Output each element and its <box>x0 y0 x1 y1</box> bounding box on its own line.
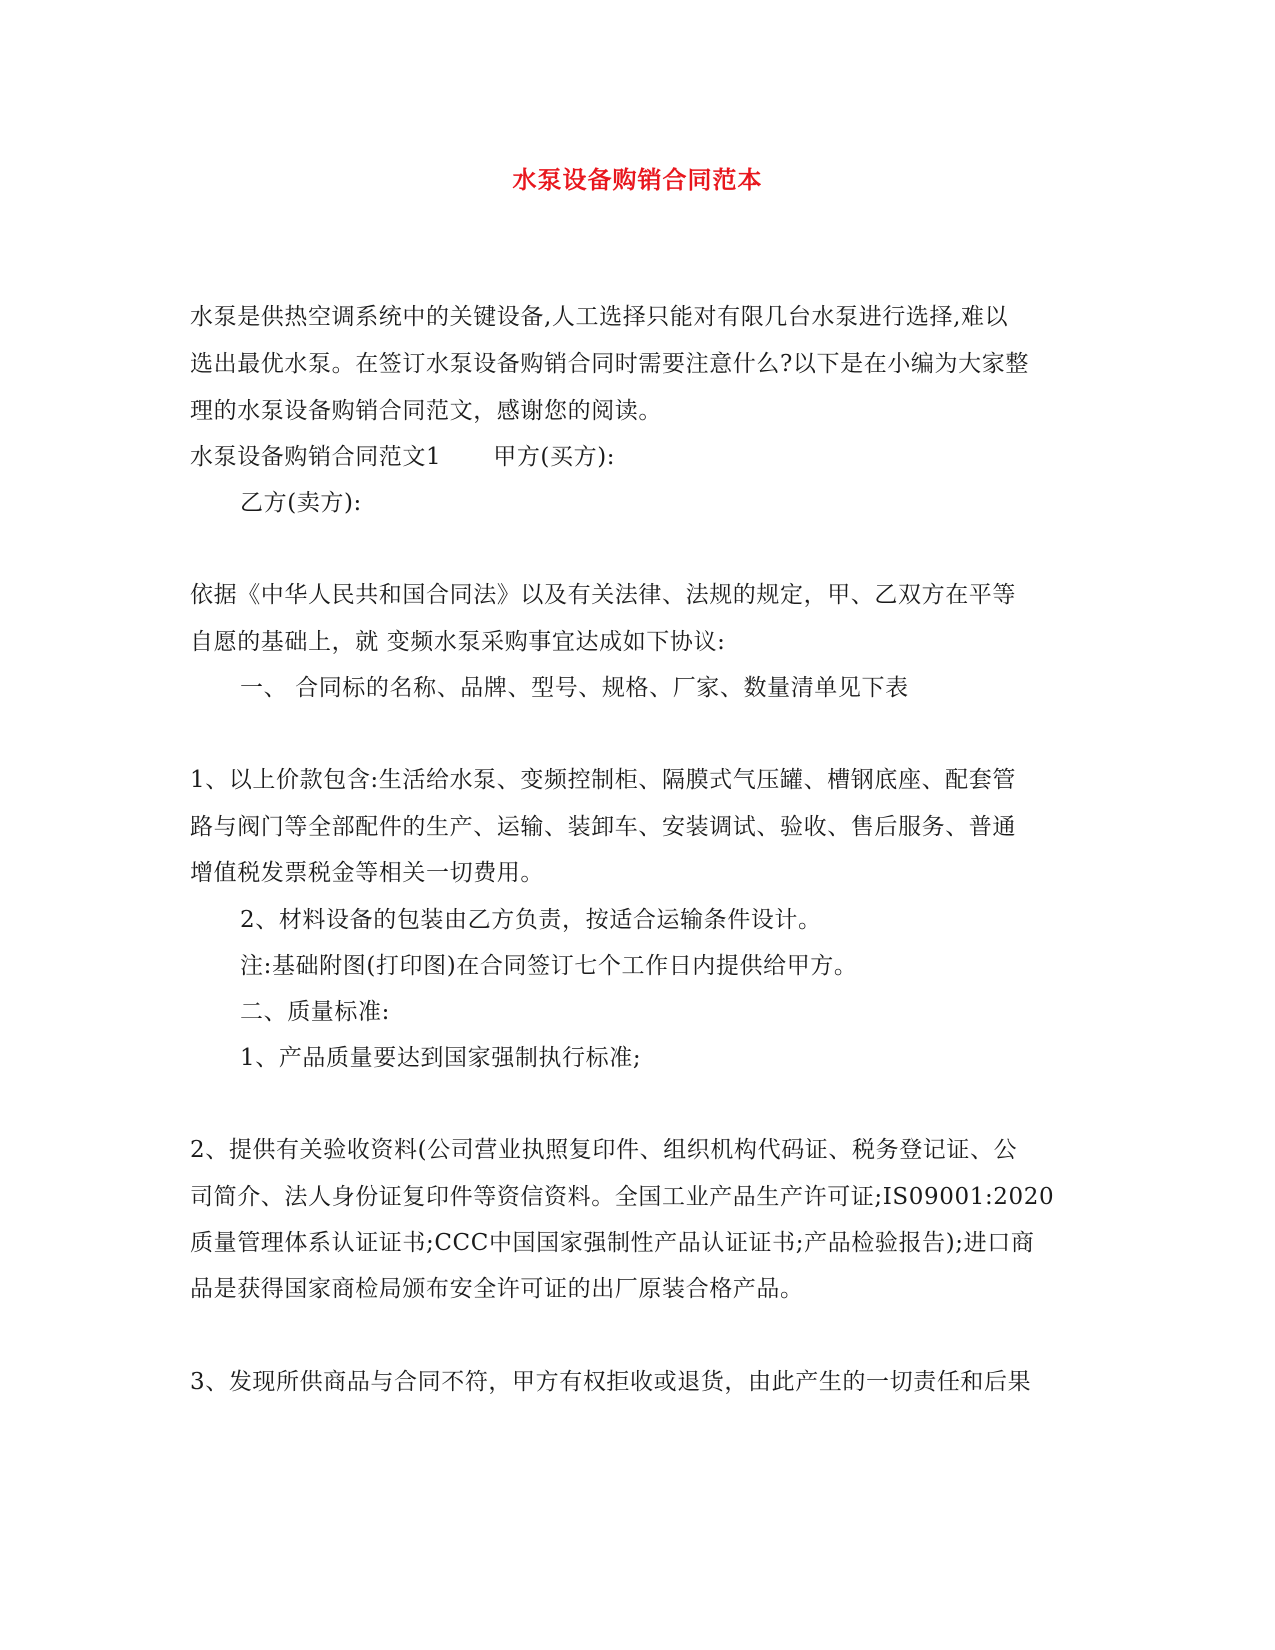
price-line-1: 1、以上价款包含:生活给水泵、变频控制柜、隔膜式气压罐、槽钢底座、配套管 <box>190 767 1016 793</box>
quality-item-2-line-3: 质量管理体系认证证书;CCC中国国家强制性产品认证证书;产品检验报告);进口商 <box>190 1230 1035 1256</box>
section-heading-line <box>190 441 1090 473</box>
basis-line-2: 自愿的基础上，就 变频水泵采购事宜达成如下协议: <box>190 629 726 655</box>
intro-line-2: 选出最优水泵。在签订水泵设备购销合同时需要注意什么?以下是在小编为大家整 <box>190 351 1029 377</box>
clause-two-heading: 二、质量标准: <box>240 999 390 1025</box>
contract-sample-heading: 水泵设备购销合同范文1 <box>190 444 442 470</box>
party-b-label: 乙方(卖方): <box>240 490 362 516</box>
quality-item-3-line-1: 3、发现所供商品与合同不符，甲方有权拒收或退货，由此产生的一切责任和后果 <box>190 1369 1032 1395</box>
quality-item-2-line-2: 司简介、法人身份证复印件等资信资料。全国工业产品生产许可证;IS09001:2020 <box>190 1184 1055 1210</box>
quality-item-2-line-4: 品是获得国家商检局颁布安全许可证的出厂原装合格产品。 <box>190 1276 804 1302</box>
basis-line-1: 依据《中华人民共和国合同法》以及有关法律、法规的规定，甲、乙双方在平等 <box>190 582 1016 608</box>
party-a-label: 甲方(买方): <box>493 444 616 470</box>
document-title: 水泵设备购销合同范本 <box>512 165 763 194</box>
quality-item-1: 1、产品质量要达到国家强制执行标准; <box>240 1045 642 1071</box>
quality-item-2-line-1: 2、提供有关验收资料(公司营业执照复印件、组织机构代码证、税务登记证、公 <box>190 1137 1018 1163</box>
intro-line-3: 理的水泵设备购销合同范文，感谢您的阅读。 <box>190 398 662 424</box>
price-line-3: 增值税发票税金等相关一切费用。 <box>190 860 544 886</box>
intro-line-1: 水泵是供热空调系统中的关键设备,人工选择只能对有限几台水泵进行选择,难以 <box>190 304 1009 330</box>
note-line: 注:基础附图(打印图)在合同签订七个工作日内提供给甲方。 <box>240 953 858 979</box>
packaging-clause: 2、材料设备的包装由乙方负责，按适合运输条件设计。 <box>240 907 822 933</box>
price-line-2: 路与阀门等全部配件的生产、运输、装卸车、安装调试、验收、售后服务、普通 <box>190 814 1016 840</box>
clause-one-heading: 一、 合同标的名称、品牌、型号、规格、厂家、数量清单见下表 <box>240 675 909 701</box>
